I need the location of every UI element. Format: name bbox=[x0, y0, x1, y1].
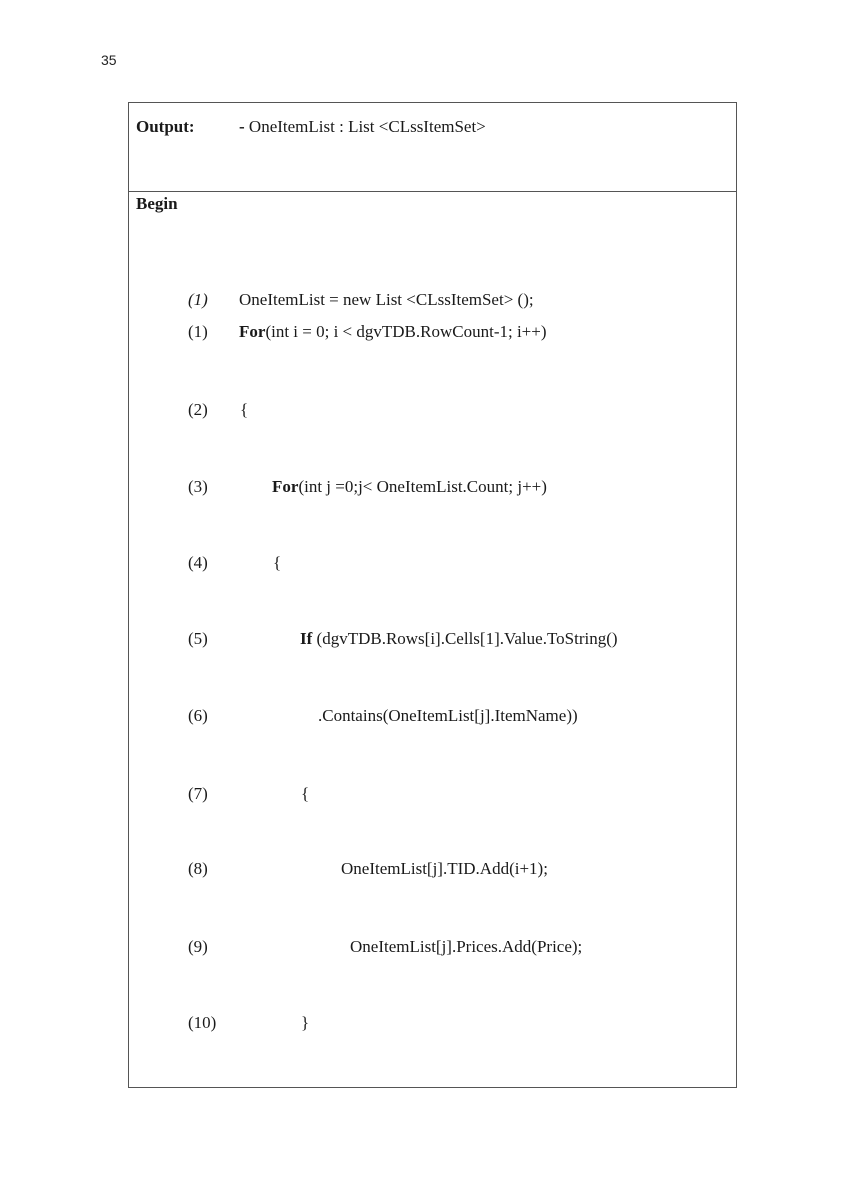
code-line bbox=[129, 629, 736, 651]
output-type: OneItemList : List <CLssItemSet> bbox=[248, 117, 486, 136]
section-divider bbox=[129, 191, 736, 192]
code-line bbox=[129, 937, 736, 959]
code-line bbox=[129, 290, 736, 312]
line-number: (4) bbox=[188, 553, 208, 572]
page-number: 35 bbox=[101, 52, 117, 68]
code-text: { bbox=[273, 553, 282, 572]
line-number: (1) bbox=[188, 322, 208, 341]
line-number: (2) bbox=[188, 400, 208, 419]
code-statement bbox=[272, 477, 547, 497]
code-line bbox=[129, 706, 736, 728]
code-keyword: If bbox=[300, 629, 313, 648]
line-number: (9) bbox=[188, 937, 208, 956]
line-number: (6) bbox=[188, 706, 208, 725]
code-text: { bbox=[240, 400, 249, 419]
code-text: OneItemList = new List <CLssItemSet> (); bbox=[239, 290, 534, 309]
begin-label: Begin bbox=[136, 194, 178, 213]
code-keyword: For bbox=[239, 322, 266, 341]
code-line bbox=[129, 1013, 736, 1035]
line-number: (7) bbox=[188, 784, 208, 803]
code-text: { bbox=[301, 784, 310, 803]
line-number: (3) bbox=[188, 477, 208, 496]
code-text: OneItemList[j].TID.Add(i+1); bbox=[341, 859, 548, 878]
code-line bbox=[129, 859, 736, 881]
code-text: (int j =0;j< OneItemList.Count; j++) bbox=[298, 477, 547, 496]
code-text: } bbox=[301, 1013, 310, 1032]
code-text: OneItemList[j].Prices.Add(Price); bbox=[350, 937, 583, 956]
output-label: Output: bbox=[136, 117, 195, 136]
code-statement bbox=[300, 629, 618, 649]
code-text: (dgvTDB.Rows[i].Cells[1].Value.ToString() bbox=[312, 629, 618, 648]
code-line bbox=[129, 477, 736, 499]
code-line bbox=[129, 322, 736, 344]
line-number: (1) bbox=[188, 290, 208, 309]
algorithm-box bbox=[128, 102, 737, 1088]
code-line bbox=[129, 400, 736, 422]
code-keyword: For bbox=[272, 477, 299, 496]
line-number: (10) bbox=[188, 1013, 217, 1032]
code-text: .Contains(OneItemList[j].ItemName)) bbox=[318, 706, 578, 725]
line-number: (5) bbox=[188, 629, 208, 648]
code-line bbox=[129, 784, 736, 806]
line-number: (8) bbox=[188, 859, 208, 878]
output-dash: - bbox=[239, 117, 245, 136]
code-text: (int i = 0; i < dgvTDB.RowCount-1; i++) bbox=[265, 322, 547, 341]
code-line bbox=[129, 553, 736, 575]
code-statement bbox=[239, 322, 547, 342]
output-value bbox=[239, 117, 486, 137]
